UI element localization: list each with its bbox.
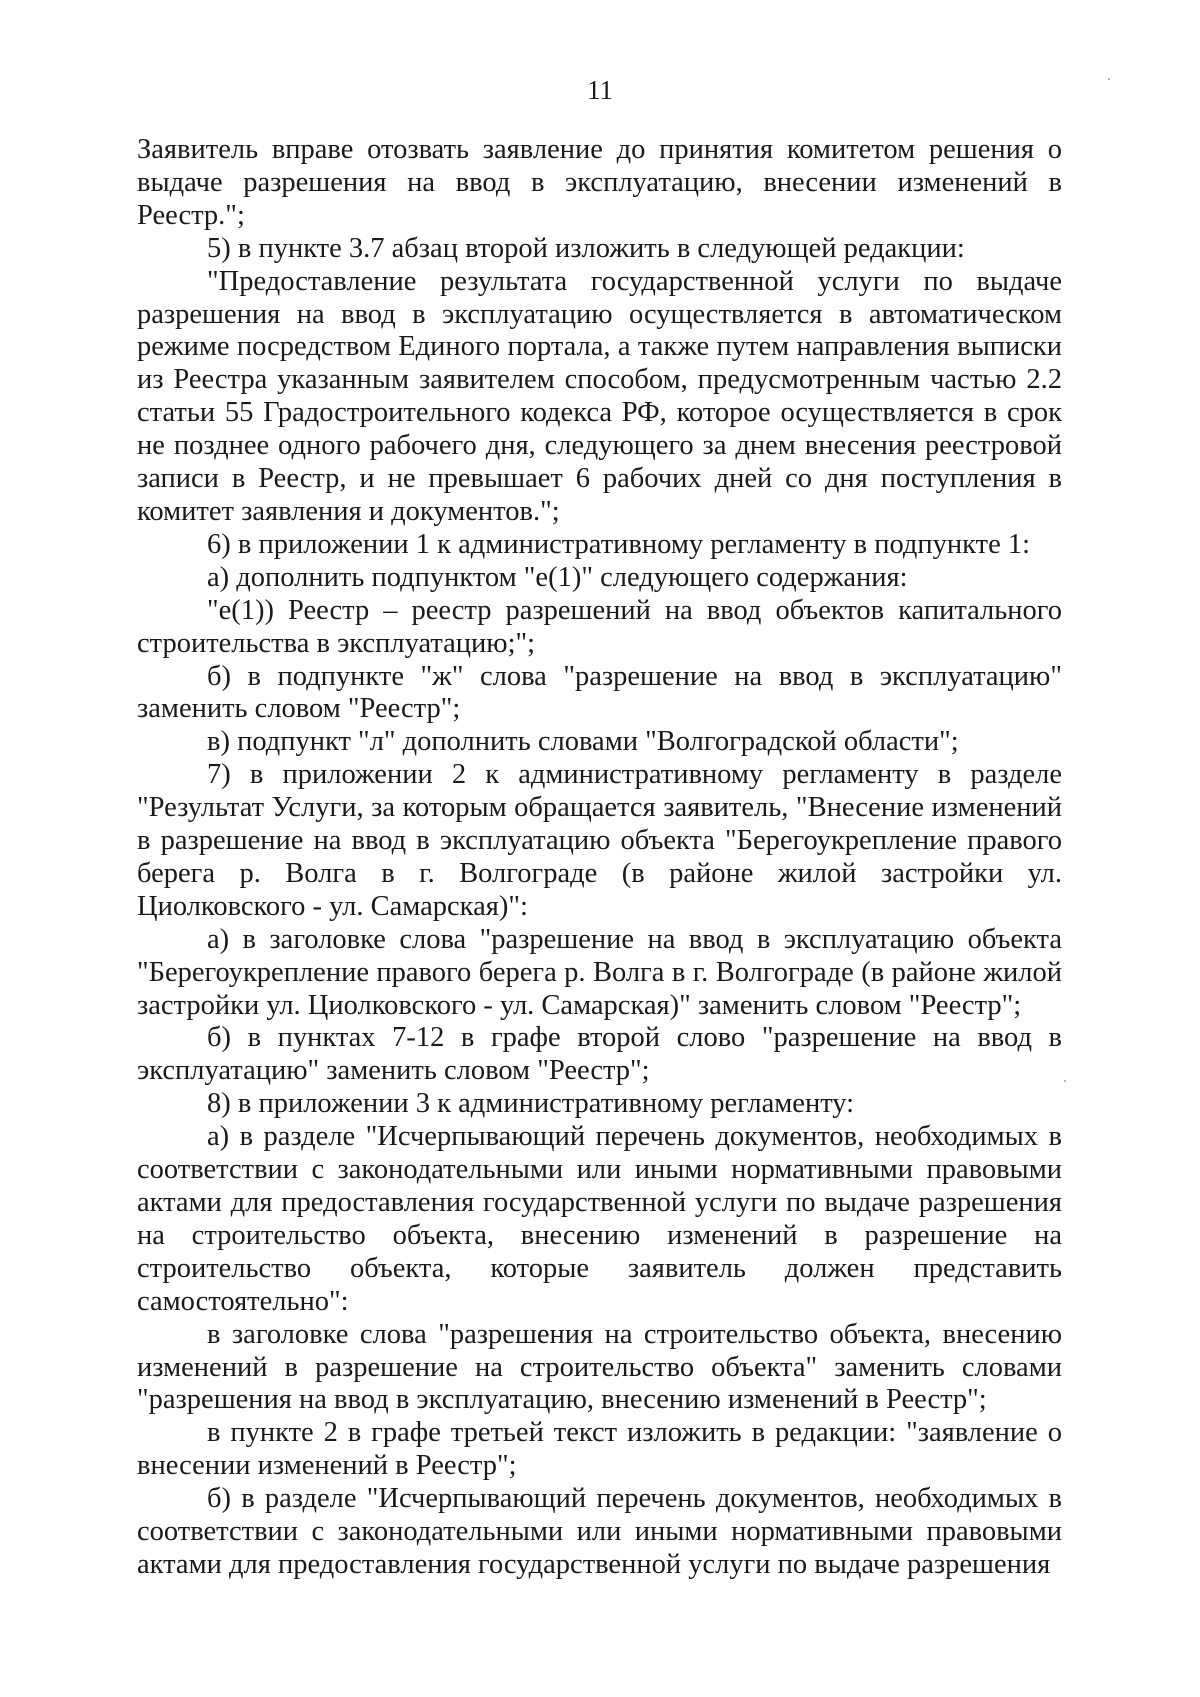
paragraph-item-7b: б) в пунктах 7-12 в графе второй слово "разрешение на ввод в эксплуатацию" заменить словом "Реестр"; <box>137 1022 1062 1087</box>
paragraph-item-8a: а) в разделе "Исчерпывающий перечень документов, необходимых в соответствии с законодательными или иными нормативными правовыми актами для предоставления государственной услуги по выдаче разрешения на строительство объекта, внесению изменений в разрешение на строительство объекта, которые заявитель должен представить самостоятельно": <box>137 1121 1062 1317</box>
paragraph-item-8a-point-2: в пункте 2 в графе третьей текст изложить в редакции: "заявление о внесении изменений в Реестр"; <box>137 1417 1062 1482</box>
paragraph-quote-3-7: "Предоставление результата государственной услуги по выдаче разрешения на ввод в эксплуатацию осуществляется в автоматическом режиме посредством Единого портала, а также путем направления выписки из Реестра указанным заявителем способом, предусмотренным частью 2.2 статьи 55 Градостроительного кодекса РФ, которое осуществляется в срок не позднее одного рабочего дня, следующего за днем внесения реестровой записи в Реестр, и не превышает 6 рабочих дней со дня поступления в комитет заявления и документов."; <box>137 265 1062 527</box>
document-body <box>137 134 1062 1582</box>
paragraph-item-5: 5) в пункте 3.7 абзац второй изложить в следующей редакции: <box>207 232 965 264</box>
page-number: 11 <box>587 75 613 105</box>
scan-speck <box>1064 1080 1066 1082</box>
paragraph-item-7: 7) в приложении 2 к административному регламенту в разделе "Результат Услуги, за которым обращается заявитель, "Внесение изменений в разрешение на ввод в эксплуатацию объекта "Берегоукрепление правого берега р. Волга в г. Волгограде (в районе жилой застройки ул. Циолковского - ул. Самарская)": <box>137 759 1062 922</box>
paragraph-item-8: 8) в приложении 3 к административному регламенту: <box>207 1088 855 1120</box>
paragraph-quote-e1: "е(1)) Реестр – реестр разрешений на ввод объектов капитального строительства в эксплуатацию;"; <box>137 594 1062 659</box>
paragraph-item-6a: а) дополнить подпунктом "е(1)" следующего содержания: <box>207 561 908 593</box>
paragraph-item-8b: б) в разделе "Исчерпывающий перечень документов, необходимых в соответствии с законодательными или иными нормативными правовыми актами для предоставления государственной услуги по выдаче разрешения <box>137 1483 1062 1580</box>
paragraph-item-6v: в) подпункт "л" дополнить словами "Волгоградской области"; <box>207 726 959 758</box>
paragraph-item-6: 6) в приложении 1 к административному регламенту в подпункте 1: <box>207 528 1031 560</box>
paragraph-item-7a: а) в заголовке слова "разрешение на ввод в эксплуатацию объекта "Берегоукрепление правого берега р. Волга в г. Волгограде (в районе жилой застройки ул. Циолковского - ул. Самарская)" заменить словом "Реестр"; <box>137 923 1062 1021</box>
paragraph-continuation: Заявитель вправе отозвать заявление до принятия комитетом решения о выдаче разрешения на ввод в эксплуатацию, внесении изменений в Реестр."; <box>137 134 1062 231</box>
paragraph-item-6b: б) в подпункте "ж" слова "разрешение на ввод в эксплуатацию" заменить словом "Реестр"; <box>137 660 1062 725</box>
paragraph-item-8a-heading: в заголовке слова "разрешения на строительство объекта, внесению изменений в разрешение на строительство объекта" заменить словами "разрешения на ввод в эксплуатацию, внесению изменений в Реестр"; <box>137 1318 1062 1416</box>
scan-speck <box>1108 78 1110 80</box>
